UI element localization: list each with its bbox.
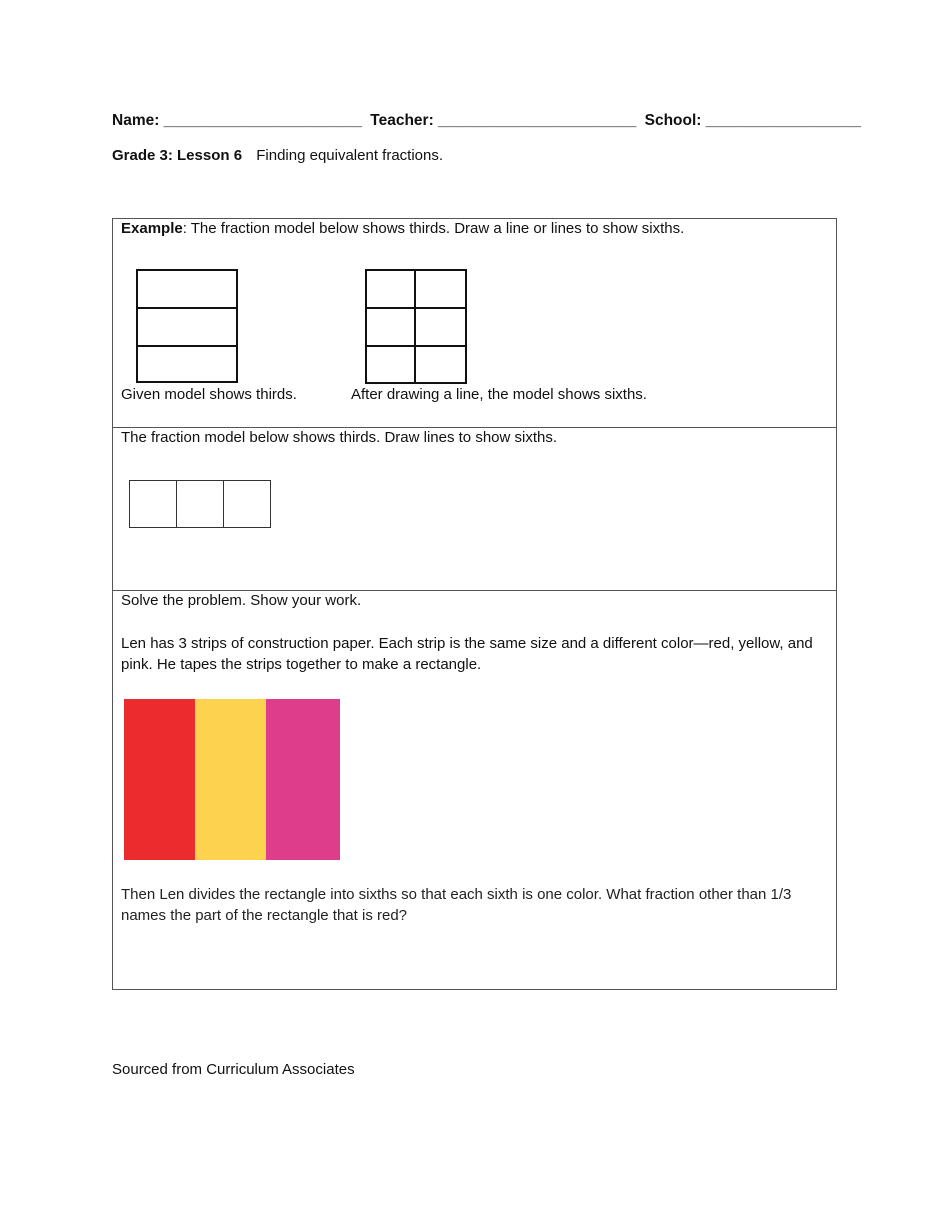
school-field[interactable]: School: __________________ <box>644 112 861 129</box>
teacher-field[interactable]: Teacher: _______________________ <box>370 112 637 129</box>
practice-cell <box>223 480 271 528</box>
yellow-strip <box>195 699 266 860</box>
lesson-topic: Finding equivalent fractions. <box>256 147 444 164</box>
name-field[interactable]: Name: _______________________ <box>112 112 362 129</box>
source-credit: Sourced from Curriculum Associates <box>112 1061 355 1078</box>
problem-instruction: Solve the problem. Show your work. <box>121 592 362 609</box>
sixths-cell <box>414 269 467 309</box>
thirds-model <box>136 269 238 383</box>
example-section <box>113 219 836 428</box>
practice-cell <box>129 480 177 528</box>
thirds-cell <box>136 307 238 347</box>
paper-strips-rectangle <box>124 699 340 860</box>
worksheet-table <box>112 218 837 990</box>
sixths-cell <box>365 307 416 347</box>
caption-given: Given model shows thirds. <box>121 386 297 403</box>
thirds-cell <box>136 269 238 309</box>
sixths-cell <box>414 307 467 347</box>
practice-cell <box>176 480 224 528</box>
practice-thirds-model[interactable] <box>129 480 271 528</box>
sixths-cell <box>365 269 416 309</box>
lesson-title <box>112 147 443 164</box>
practice-section <box>113 428 836 591</box>
problem-section <box>113 591 836 989</box>
example-label: Example <box>121 220 183 237</box>
example-instruction: Example: The fraction model below shows thirds. Draw a line or lines to show sixths. <box>121 220 685 237</box>
problem-question: Then Len divides the rectangle into sixths so that each sixth is one color. What fraction other than 1/3 names the part of the rectangle that is red? <box>121 886 792 924</box>
pink-strip <box>266 699 340 860</box>
practice-instruction[interactable]: The fraction model below shows thirds. Draw lines to show sixths. <box>121 429 558 446</box>
grade-lesson-label: Grade 3: Lesson 6 <box>112 147 243 164</box>
sixths-model <box>365 269 467 384</box>
student-info-header <box>112 112 861 130</box>
red-strip <box>124 699 195 860</box>
sixths-cell <box>414 345 467 384</box>
thirds-cell <box>136 345 238 383</box>
sixths-cell <box>365 345 416 384</box>
caption-after: After drawing a line, the model shows sixths. <box>351 386 647 403</box>
problem-story: Len has 3 strips of construction paper. Each strip is the same size and a different color—red, yellow, and pink. He tapes the strips together to make a rectangle. <box>121 635 813 673</box>
